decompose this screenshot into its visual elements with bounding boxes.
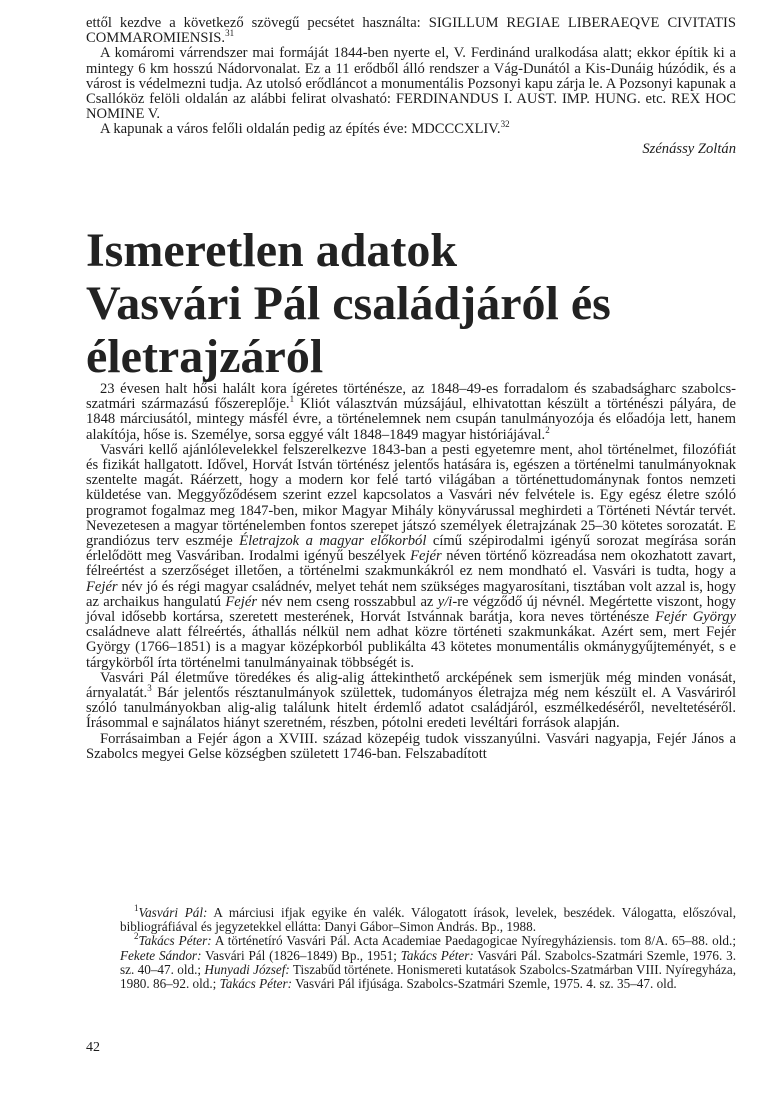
footnotes [120,903,737,992]
previous-article-ending [86,16,736,157]
footnote-ref: 3 [147,683,152,694]
footnote: $^2$Takács Péter: A történetíró Vasvári Pál. Acta Academiae Paedagogicae Nyíregyháziensis. tom 8/A. 65–88. old.; Fekete Sándor: Vasvári Pál (1826–1849) Bp., 1951; Takács Péter: Vasvári Pál. Szabolcs-Szatmári Szemle, 1976. 3. sz. 40–47. old.; Hunyadi József: Tiszabűd története. Honismereti kutatások Szabolcs-Szatmárban VIII. Nyíregyháza, 1980. 86–92. old.; Takács Péter: Vasvári Pál ifjúsága. Szabolcs-Szatmári Szemle, 1975. 4. sz. 35–47. old. [120,931,737,992]
footnote: $^1$Vasvári Pál: A márciusi ifjak egyike én valék. Válogatott írások, levelek, beszédek. Válogatta, előszóval, bibliográfiával és jegyzetekkel ellátta: Danyi Gábor–Simon András. Bp., 1988. [120,903,736,935]
footnote-ref: 32 [500,119,510,130]
paragraph: 23 évesen halt hősi halált kora ígéretes történésze, az 1848–49-es forradalom és szabadságharc szabolcs-szatmári származású főszereplője.$^1$ Kliót választván múzsájául, elhivatottan készült a történészi pályára, de 1848 márciusától, mintegy másfél évre, a történelemnek nem csupán tanulmányozója és előadója lett, hanem alakítója, hőse is. Személye, sorsa eggyé vált 1848–1849 magyar históriájával.$^2$ [86,381,736,443]
author-signature: Szénássy Zoltán [642,140,736,157]
paragraph: Forrásaimban a Fejér ágon a XVIII. század közepéig tudok visszanyúlni. Vasvári nagyapja, Fejér János a Szabolcs megyei Gelse községben született 1746-ban. Felszabadított [86,730,736,762]
paragraph: ettől kezdve a következő szövegű pecsétet használta: SIGILLUM REGIAE LIBERAEQVE CIVITATIS COMMAROMIENSIS.$^{31}$ [86,15,736,47]
footnote-ref: 2 [545,424,550,435]
footnote-ref: 1 [289,394,295,405]
paragraph: A komáromi várrendszer mai formáját 1844-ben nyerte el, V. Ferdinánd uralkodása alatt; ekkor építik ki a mintegy 6 km hosszú Nádorvonalat. Ez a 11 erődből álló rendszer a Vág-Dunától a Kis-Dunáig húzódik, és a várost is védelmezni tudja. Az utolsó erődláncot a monumentális Pozsonyi kapu zárja le. A Pozsonyi kapunak a Csallóköz felöli oldalán az alábbi felirat olvasható: FERDINANDUS I. AUST. IMP. HUNG. etc. REX HOC NOMINE V. [86,45,736,123]
paragraph: Vasvári Pál életműve töredékes és alig-alig áttekinthető arcképének sem ismerjük még minden vonását, árnyalatát.$^3$ Bár jelentős résztanulmányok születtek, tudományos életrajza még nem készült el. A Vasváriról szóló tanulmányokban alig-alig találunk hitelt érdemlő adatot családjáról, eszmélkedéséről, neveltetéséről. Írásommal e sajnálatos hiányt szeretném, részben, pótolni eredeti levéltári források alapján. [86,669,736,732]
footnote-ref: 31 [225,28,235,39]
paragraph: A kapunak a város felőli oldalán pedig az építés éve: MDCCCXLIV.$^{32}$ [100,119,510,138]
paragraph: Vasvári kellő ajánlólevelekkel felszerelkezve 1843-ban a pesti egyetemre ment, ahol történelmet, filozófiát és fizikát hallgatott. Idővel, Horvát István történész jelentős hatására is, egészen a történelmi tanulmányoknak szentelte magát. Ráérzett, hogy a modern kor felé tartó világában a történettudománynak fontos nemzeti küldetése van. Meggyőződésem szerint ezzel kapcsolatos a Vasvári név felvétele is. Egy egész életre szóló programot fogalmaz meg 1847-ben, mikor Magyar Mihály könyvárussal meghirdeti a Történeti Névtár tervét. Nevezetesen a magyar történelemben fontos szerepet játszó személyek életrajzának 25–30 kötetes sorozatát. E grandiózus terv eszméje Életrajzok a magyar előkorból című szépirodalmi igényű sorozat megírása során érlelődött meg Vasváriban. Irodalmi igényű beszélyek Fejér néven történő közreadása nem okozhatott zavart, félreértést a szerzőséget illetően, a történelmi szakmunkákról ez nem mondható el. Vasvári is tudta, hogy a Fejér név jó és régi magyar családnév, melyet tehát nem szükséges magyarosítani, tisztában volt azzal is, hogy az archaikus hangulatú Fejér név nem cseng rosszabbul az y/i-re végződő új névnél. Megértette viszont, hogy jóval idősebb kortársa, szeretett mesterének, Horvát Istvánnak barátja, kora neves történésze Fejér György családneve alatt félreértés, áthallás nélkül nem adhat közre történeti szakmunkákat. Azért sem, mert Fejér György (1766–1851) is a magyar középkorból publikálta 43 kötetes monumentális okmánygyűjteményét, s e tárgykörből írta történelmi tanulmányainak többségét is. [86,441,736,671]
page-number: 42 [86,1040,100,1055]
article-title: Ismeretlen adatok Vasvári Pál családjáról és életrajzáról [86,224,611,383]
article-body [86,382,736,762]
